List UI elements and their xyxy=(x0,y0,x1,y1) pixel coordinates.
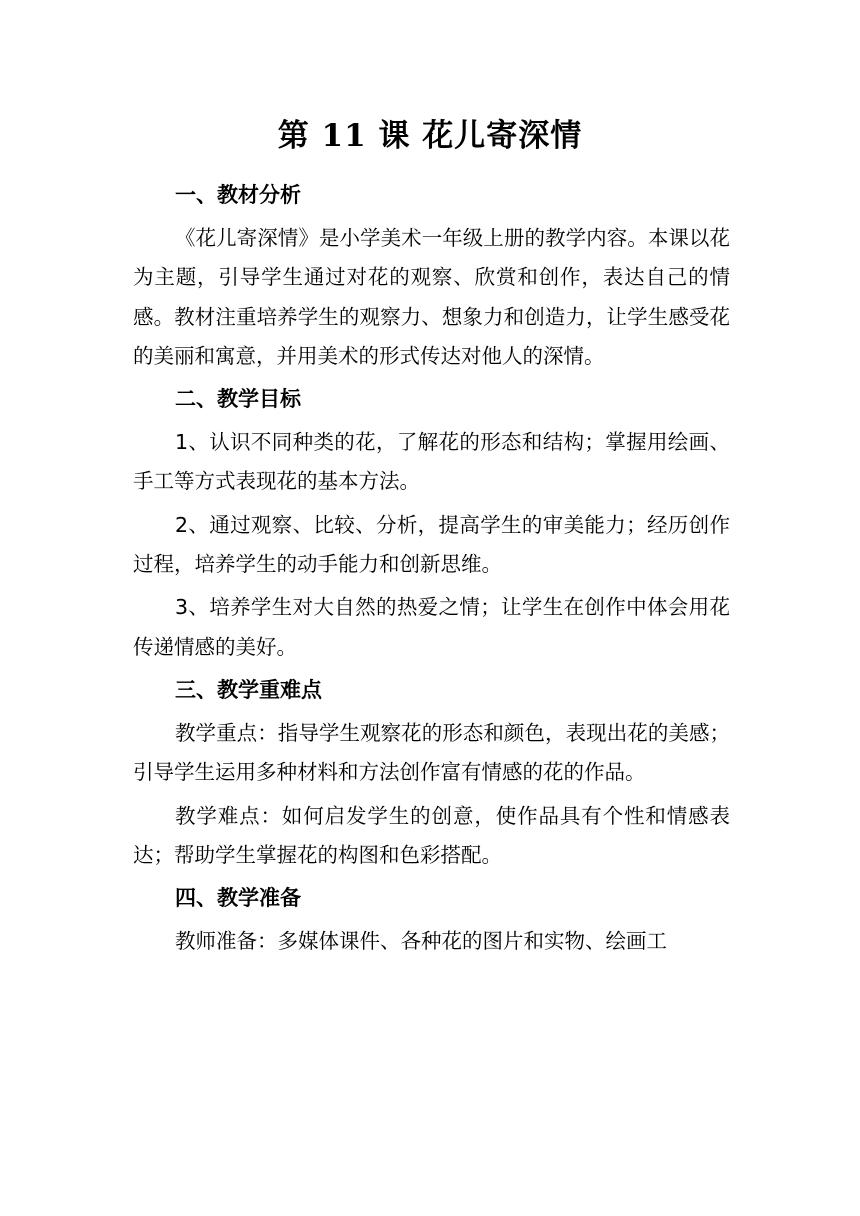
document-body xyxy=(133,176,730,965)
section-heading-key-points: 三、教学重难点 xyxy=(175,677,322,702)
paragraph: 1、认识不同种类的花，了解花的形态和结构；掌握用绘画、手工等方式表现花的基本方法。 xyxy=(133,430,730,494)
paragraph: 《花儿寄深情》是小学美术一年级上册的教学内容。本课以花为主题，引导学生通过对花的观察、欣赏和创作，表达自己的情感。教材注重培养学生的观察力、想象力和创造力，让学生感受花的美丽和寓意，并用美术的形式传达对他人的深情。 xyxy=(133,226,730,368)
paragraph: 2、通过观察、比较、分析，提高学生的审美能力；经历创作过程，培养学生的动手能力和创新思维。 xyxy=(133,512,730,577)
paragraph: 3、培养学生对大自然的热爱之情；让学生在创作中体会用花传递情感的美好。 xyxy=(133,595,730,659)
paragraph: 教学重点：指导学生观察花的形态和颜色，表现出花的美感；引导学生运用多种材料和方法创作富有情感的花的作品。 xyxy=(133,720,730,785)
section-heading-materials: 一、教材分析 xyxy=(175,183,301,207)
page-title: 第 11 课 花儿寄深情 xyxy=(277,118,583,154)
paragraph: 教学难点：如何启发学生的创意，使作品具有个性和情感表达；帮助学生掌握花的构图和色彩搭配。 xyxy=(133,803,730,867)
paragraph: 教师准备：多媒体课件、各种花的图片和实物、绘画工 xyxy=(175,929,667,954)
section-heading-preparation: 四、教学准备 xyxy=(175,886,301,911)
section-heading-objectives: 二、教学目标 xyxy=(175,387,301,412)
